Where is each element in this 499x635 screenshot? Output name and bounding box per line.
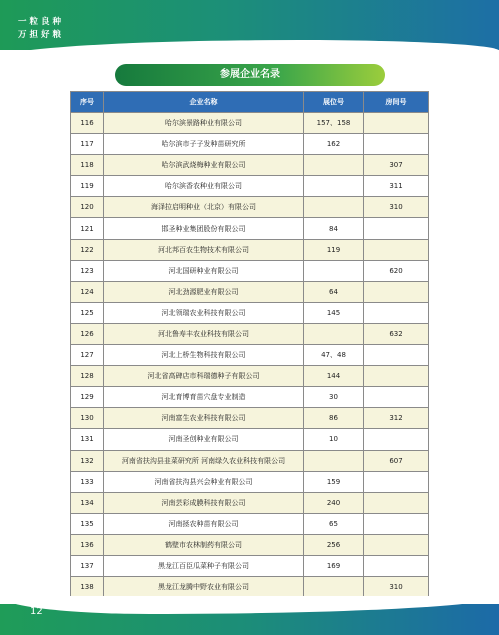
cell-room bbox=[364, 513, 429, 534]
cell-company: 黑龙江龙腾中野农业有限公司 bbox=[104, 577, 304, 598]
cell-room: 607 bbox=[364, 450, 429, 471]
cell-company: 河北国研种业有限公司 bbox=[104, 260, 304, 281]
cell-no: 121 bbox=[71, 218, 104, 239]
cell-company: 河南省扶沟县兴会种业有限公司 bbox=[104, 471, 304, 492]
cell-company: 邯圣种业集团股份有限公司 bbox=[104, 218, 304, 239]
cell-company: 河北上桥生物科技有限公司 bbox=[104, 345, 304, 366]
cell-company: 河北劲源肥业有限公司 bbox=[104, 281, 304, 302]
cell-no: 131 bbox=[71, 429, 104, 450]
table-row bbox=[71, 113, 429, 134]
table-row bbox=[71, 555, 429, 576]
cell-company: 河南富生农业科技有限公司 bbox=[104, 408, 304, 429]
footer-band bbox=[0, 604, 499, 635]
table-row bbox=[71, 260, 429, 281]
cell-room bbox=[364, 113, 429, 134]
cell-room bbox=[364, 281, 429, 302]
column-header-company: 企业名称 bbox=[104, 92, 304, 113]
page-title: 参展企业名录 bbox=[115, 64, 385, 86]
cell-no: 127 bbox=[71, 345, 104, 366]
header-curve bbox=[0, 40, 499, 58]
cell-booth: 256 bbox=[304, 534, 364, 555]
slogan-line-2: 万担好粮 bbox=[18, 30, 65, 40]
cell-booth: 10 bbox=[304, 429, 364, 450]
cell-no: 134 bbox=[71, 492, 104, 513]
cell-no: 135 bbox=[71, 513, 104, 534]
cell-booth: 159 bbox=[304, 471, 364, 492]
cell-no: 138 bbox=[71, 577, 104, 598]
cell-booth: 47、48 bbox=[304, 345, 364, 366]
cell-company: 哈尔滨市子子发种苗研究所 bbox=[104, 134, 304, 155]
table-row bbox=[71, 197, 429, 218]
cell-company: 鹤壁市农林制药有限公司 bbox=[104, 534, 304, 555]
cell-company: 黑龙江百臣瓜菜种子有限公司 bbox=[104, 555, 304, 576]
cell-room bbox=[364, 471, 429, 492]
table-row bbox=[71, 176, 429, 197]
cell-room bbox=[364, 534, 429, 555]
cell-room bbox=[364, 366, 429, 387]
cell-room bbox=[364, 302, 429, 323]
footer-curve bbox=[0, 596, 499, 614]
cell-room bbox=[364, 239, 429, 260]
table-row bbox=[71, 387, 429, 408]
cell-booth bbox=[304, 577, 364, 598]
cell-room bbox=[364, 345, 429, 366]
cell-booth: 86 bbox=[304, 408, 364, 429]
cell-no: 117 bbox=[71, 134, 104, 155]
column-header-no: 序号 bbox=[71, 92, 104, 113]
cell-no: 119 bbox=[71, 176, 104, 197]
table-row bbox=[71, 134, 429, 155]
cell-no: 130 bbox=[71, 408, 104, 429]
cell-no: 124 bbox=[71, 281, 104, 302]
cell-room bbox=[364, 387, 429, 408]
cell-company: 海泽拉启明种业（北京）有限公司 bbox=[104, 197, 304, 218]
cell-room bbox=[364, 218, 429, 239]
cell-booth bbox=[304, 450, 364, 471]
cell-room: 312 bbox=[364, 408, 429, 429]
cell-no: 123 bbox=[71, 260, 104, 281]
cell-booth: 162 bbox=[304, 134, 364, 155]
cell-booth: 144 bbox=[304, 366, 364, 387]
table-row bbox=[71, 366, 429, 387]
cell-company: 河北领瑞农业科技有限公司 bbox=[104, 302, 304, 323]
cell-company: 河北育博育苗穴盘专业制造 bbox=[104, 387, 304, 408]
cell-no: 125 bbox=[71, 302, 104, 323]
cell-booth: 65 bbox=[304, 513, 364, 534]
table-row bbox=[71, 345, 429, 366]
cell-company: 哈尔滨香农种业有限公司 bbox=[104, 176, 304, 197]
cell-booth bbox=[304, 197, 364, 218]
cell-room: 311 bbox=[364, 176, 429, 197]
cell-no: 129 bbox=[71, 387, 104, 408]
cell-booth bbox=[304, 323, 364, 344]
cell-company: 河北邦百农生物技术有限公司 bbox=[104, 239, 304, 260]
cell-no: 120 bbox=[71, 197, 104, 218]
cell-company: 河南芸彩成膜科技有限公司 bbox=[104, 492, 304, 513]
table-row bbox=[71, 577, 429, 598]
cell-no: 116 bbox=[71, 113, 104, 134]
slogan-line-1: 一粒良种 bbox=[18, 17, 65, 27]
cell-room bbox=[364, 134, 429, 155]
table-row bbox=[71, 239, 429, 260]
cell-room bbox=[364, 492, 429, 513]
cell-company: 哈尔滨武烧梅种业有限公司 bbox=[104, 155, 304, 176]
cell-room: 632 bbox=[364, 323, 429, 344]
cell-booth: 157、158 bbox=[304, 113, 364, 134]
cell-booth: 30 bbox=[304, 387, 364, 408]
cell-booth: 240 bbox=[304, 492, 364, 513]
table-row bbox=[71, 450, 429, 471]
cell-booth: 64 bbox=[304, 281, 364, 302]
cell-no: 132 bbox=[71, 450, 104, 471]
cell-company: 河北省高碑店市科瑞德种子有限公司 bbox=[104, 366, 304, 387]
table-row bbox=[71, 429, 429, 450]
cell-no: 122 bbox=[71, 239, 104, 260]
cell-no: 137 bbox=[71, 555, 104, 576]
cell-booth: 169 bbox=[304, 555, 364, 576]
cell-room: 307 bbox=[364, 155, 429, 176]
cell-booth: 119 bbox=[304, 239, 364, 260]
table-row bbox=[71, 534, 429, 555]
cell-room: 310 bbox=[364, 577, 429, 598]
cell-room bbox=[364, 555, 429, 576]
cell-company: 河南省扶沟县韭菜研究所 河南绿久农业科技有限公司 bbox=[104, 450, 304, 471]
cell-room bbox=[364, 429, 429, 450]
table-header-row bbox=[71, 92, 429, 113]
cell-booth bbox=[304, 260, 364, 281]
cell-company: 河北鲁寿丰农业科技有限公司 bbox=[104, 323, 304, 344]
cell-no: 118 bbox=[71, 155, 104, 176]
cell-no: 136 bbox=[71, 534, 104, 555]
cell-room: 620 bbox=[364, 260, 429, 281]
table-row bbox=[71, 155, 429, 176]
table-row bbox=[71, 302, 429, 323]
cell-no: 128 bbox=[71, 366, 104, 387]
table-row bbox=[71, 471, 429, 492]
page-number: 12 bbox=[30, 606, 43, 617]
cell-company: 哈尔滨景路种业有限公司 bbox=[104, 113, 304, 134]
exhibitor-table bbox=[70, 91, 429, 598]
cell-company: 河南圣创种业有限公司 bbox=[104, 429, 304, 450]
table-row bbox=[71, 281, 429, 302]
cell-no: 133 bbox=[71, 471, 104, 492]
cell-booth bbox=[304, 155, 364, 176]
table-row bbox=[71, 323, 429, 344]
column-header-booth: 展位号 bbox=[304, 92, 364, 113]
cell-booth: 145 bbox=[304, 302, 364, 323]
table-row bbox=[71, 408, 429, 429]
cell-booth bbox=[304, 176, 364, 197]
cell-company: 河南拯农种苗有限公司 bbox=[104, 513, 304, 534]
cell-room: 310 bbox=[364, 197, 429, 218]
table-row bbox=[71, 513, 429, 534]
cell-no: 126 bbox=[71, 323, 104, 344]
table-row bbox=[71, 492, 429, 513]
table-row bbox=[71, 218, 429, 239]
column-header-room: 房间号 bbox=[364, 92, 429, 113]
cell-booth: 84 bbox=[304, 218, 364, 239]
header-band bbox=[0, 0, 499, 50]
